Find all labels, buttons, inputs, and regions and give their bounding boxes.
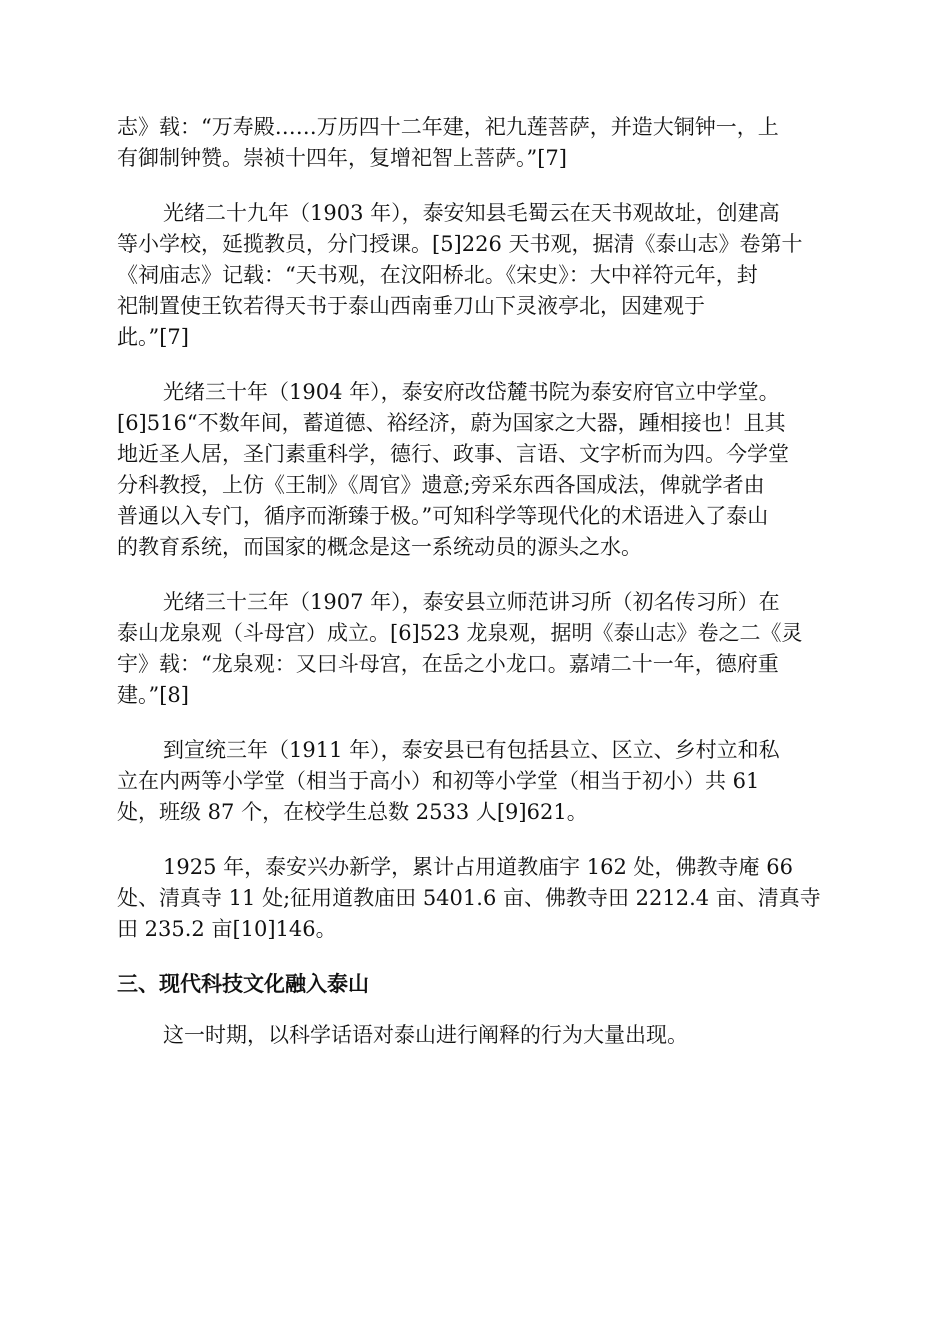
paragraph-closing — [117, 1020, 835, 1051]
text-line: 有御制钟赞。崇祯十四年，复增祀智上菩萨。”[7] — [117, 146, 567, 170]
text-line: 地近圣人居，圣门素重科学，德行、政事、言语、文字析而为四。今学堂 — [117, 442, 789, 466]
text-line: [6]516“不数年间，蓄道德、裕经济，蔚为国家之大器，踵相接也！且其 — [117, 411, 786, 435]
text-line: 这一时期，以科学话语对泰山进行阐释的行为大量出现。 — [163, 1023, 688, 1047]
paragraph-1907 — [117, 587, 835, 711]
text-line: 建。”[8] — [117, 683, 189, 707]
text-line: 分科教授，上仿《王制》《周官》遗意;旁采东西各国成法，俾就学者由 — [117, 473, 765, 497]
text-line: 等小学校，延揽教员，分门授课。[5]226 天书观，据清《泰山志》卷第十 — [117, 232, 803, 256]
text-line: 处、清真寺 11 处;征用道教庙田 5401.6 亩、佛教寺田 2212.4 亩、清真寺 — [117, 886, 821, 910]
paragraph-wanshoudian — [117, 112, 835, 174]
text-line: 普通以入专门，循序而渐臻于极。”可知科学等现代化的术语进入了泰山 — [117, 504, 769, 528]
text-line: 立在内两等小学堂（相当于高小）和初等小学堂（相当于初小）共 61 — [117, 769, 760, 793]
text-line: 泰山龙泉观（斗母宫）成立。[6]523 龙泉观，据明《泰山志》卷之二《灵 — [117, 621, 803, 645]
section-heading: 三、现代科技文化融入泰山 — [117, 972, 369, 996]
text-line: 祀制置使王钦若得天书于泰山西南垂刀山下灵液亭北，因建观于 — [117, 294, 705, 318]
text-line: 宇》载：“龙泉观：又曰斗母宫，在岳之小龙口。嘉靖二十一年，德府重 — [117, 652, 779, 676]
paragraph-1904 — [117, 377, 835, 563]
text-line: 田 235.2 亩[10]146。 — [117, 917, 337, 941]
text-line: 志》载：“万寿殿……万历四十二年建，祀九莲菩萨，并造大铜钟一，上 — [117, 115, 779, 139]
paragraph-1925 — [117, 852, 835, 945]
paragraph-1903 — [117, 198, 835, 353]
paragraph-1911 — [117, 735, 835, 828]
text-line: 光绪三十年（1904 年），泰安府改岱麓书院为泰安府官立中学堂。 — [163, 380, 780, 404]
text-line: 此。”[7] — [117, 325, 189, 349]
text-line: 光绪二十九年（1903 年），泰安知县毛蜀云在天书观故址，创建高 — [163, 201, 780, 225]
document-body — [117, 112, 835, 1075]
text-line: 到宣统三年（1911 年），泰安县已有包括县立、区立、乡村立和私 — [163, 738, 780, 762]
text-line: 1925 年，泰安兴办新学，累计占用道教庙宇 162 处，佛教寺庵 66 — [163, 855, 793, 879]
text-line: 《祠庙志》记载：“天书观，在汶阳桥北。《宋史》：大中祥符元年，封 — [117, 263, 758, 287]
text-line: 光绪三十三年（1907 年），泰安县立师范讲习所（初名传习所）在 — [163, 590, 780, 614]
text-line: 的教育系统，而国家的概念是这一系统动员的源头之水。 — [117, 535, 642, 559]
text-line: 处，班级 87 个，在校学生总数 2533 人[9]621。 — [117, 800, 588, 824]
